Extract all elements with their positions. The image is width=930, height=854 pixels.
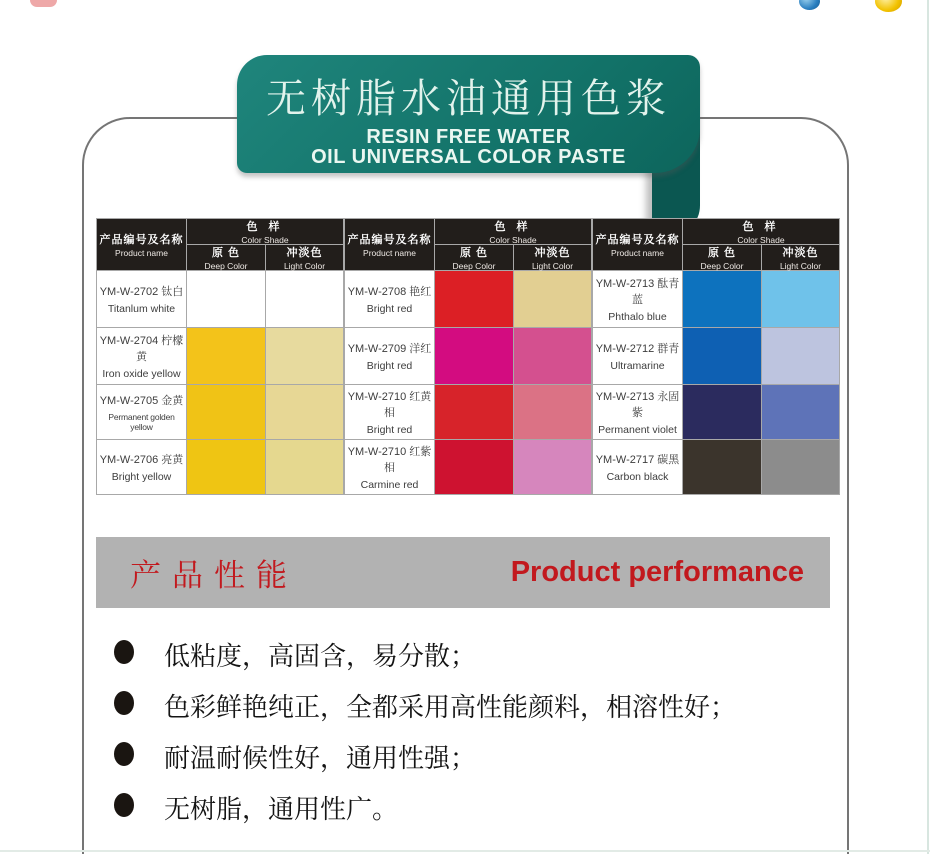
product-name-header-cn: 产品编号及名称 (99, 234, 184, 246)
deep-color-swatch (187, 271, 265, 327)
deep-color-swatch (187, 440, 265, 494)
yellow-droplet-icon (875, 0, 902, 12)
light-color-swatch (762, 271, 839, 327)
performance-bullet-list (110, 636, 820, 840)
light-color-swatch (514, 328, 591, 384)
product-code: YM-W-2717 碳黑 (595, 454, 680, 466)
product-name: Phthalo blue (608, 311, 667, 323)
product-code: YM-W-2712 群青 (595, 343, 680, 355)
product-name: Permanent golden yellow (108, 412, 175, 432)
deep-color-header (683, 245, 761, 270)
product-name: Titanlum white (107, 303, 176, 315)
light-color-header-en: Light Color (531, 261, 574, 271)
page-title-en (311, 127, 626, 168)
product-code: YM-W-2710 红黄相 (347, 391, 432, 419)
product-performance-bar (96, 537, 830, 608)
bullet-item (110, 687, 820, 738)
light-color-swatch (266, 328, 343, 384)
product-code: YM-W-2710 红紫相 (347, 446, 432, 474)
deep-color-header-en: Deep Color (452, 261, 496, 271)
title-banner (237, 55, 700, 173)
performance-title-en: Product performance (510, 556, 804, 588)
light-color-header-en: Light Color (779, 261, 822, 271)
deep-color-header (435, 245, 513, 270)
product-name-header-en: Product name (611, 248, 664, 258)
light-color-header (266, 245, 343, 270)
deep-color-swatch (187, 385, 265, 439)
bullet-item (110, 738, 820, 789)
product-name: Bright red (366, 303, 413, 315)
color-shade-table (96, 218, 840, 495)
table-group-red (344, 218, 592, 495)
bullet-text: 耐温耐候性好，通用性强； (164, 744, 477, 774)
product-name-header-en: Product name (363, 248, 416, 258)
table-group-yellow (96, 218, 344, 495)
light-color-swatch (514, 440, 591, 494)
bullet-dot-icon (114, 691, 134, 715)
deep-color-header-en: Deep Color (700, 261, 744, 271)
bullet-text: 低粘度，高固含，易分散； (164, 642, 477, 672)
product-code: YM-W-2708 艳红 (347, 286, 432, 298)
product-name: Carmine red (360, 479, 419, 491)
product-name: Permanent violet (598, 424, 677, 436)
product-name: Bright red (366, 360, 413, 372)
product-cell (97, 385, 186, 439)
red-mark-decoration (30, 0, 57, 7)
deep-color-header (187, 245, 265, 270)
product-name: Iron oxide yellow (102, 368, 181, 380)
light-color-swatch (266, 271, 343, 327)
product-cell (593, 440, 682, 494)
light-color-swatch (762, 328, 839, 384)
product-name: Carbon black (606, 471, 669, 483)
product-cell (593, 328, 682, 384)
product-cell (345, 440, 434, 494)
light-color-swatch (514, 271, 591, 327)
deep-color-header-cn: 原 色 (459, 247, 489, 259)
page-title-en-line2: OIL UNIVERSAL COLOR PASTE (311, 146, 626, 169)
deep-color-swatch (187, 328, 265, 384)
product-code: YM-W-2713 酞青蓝 (595, 278, 680, 306)
deep-color-swatch (435, 440, 513, 494)
bullet-item (110, 789, 820, 840)
color-shade-header (187, 219, 343, 244)
light-color-header (514, 245, 591, 270)
color-shade-header-en: Color Shade (489, 235, 537, 245)
product-name-header (593, 219, 682, 270)
product-name-header-cn: 产品编号及名称 (347, 234, 432, 246)
product-name-header (97, 219, 186, 270)
deep-color-header-cn: 原 色 (707, 247, 737, 259)
product-name-header (345, 219, 434, 270)
color-shade-header (683, 219, 839, 244)
color-shade-header-en: Color Shade (737, 235, 785, 245)
light-color-swatch (762, 440, 839, 494)
light-color-swatch (266, 385, 343, 439)
light-color-header-cn: 冲淡色 (534, 247, 571, 259)
product-cell (97, 328, 186, 384)
deep-color-swatch (683, 328, 761, 384)
light-color-header-en: Light Color (283, 261, 326, 271)
product-name: Bright yellow (111, 471, 172, 483)
deep-color-swatch (683, 385, 761, 439)
product-code: YM-W-2704 柠檬黄 (99, 335, 184, 363)
page-title-en-line1: RESIN FREE WATER (366, 126, 571, 148)
page-title-cn: 无树脂水油通用色浆 (266, 76, 671, 122)
bullet-dot-icon (114, 793, 134, 817)
product-code: YM-W-2702 钛白 (99, 286, 184, 298)
product-cell (345, 271, 434, 327)
deep-color-swatch (435, 328, 513, 384)
product-code: YM-W-2705 金黄 (99, 395, 184, 407)
deep-color-swatch (683, 271, 761, 327)
product-cell (593, 271, 682, 327)
color-shade-header-en: Color Shade (241, 235, 289, 245)
product-cell (97, 440, 186, 494)
page-right-edge (927, 0, 929, 854)
page-bottom-edge (0, 850, 930, 852)
bullet-dot-icon (114, 742, 134, 766)
color-shade-header-cn: 色 样 (494, 221, 532, 233)
product-code: YM-W-2706 亮黄 (99, 454, 184, 466)
bullet-item (110, 636, 820, 687)
deep-color-header-en: Deep Color (204, 261, 248, 271)
deep-color-header-cn: 原 色 (211, 247, 241, 259)
performance-title-cn: 产品性能 (130, 558, 298, 594)
deep-color-swatch (435, 385, 513, 439)
blue-droplet-icon (799, 0, 820, 10)
bullet-dot-icon (114, 640, 134, 664)
light-color-swatch (266, 440, 343, 494)
deep-color-swatch (683, 440, 761, 494)
product-cell (345, 385, 434, 439)
bullet-text: 无树脂，通用性广。 (164, 795, 399, 825)
product-cell (97, 271, 186, 327)
color-shade-header (435, 219, 591, 244)
light-color-swatch (514, 385, 591, 439)
light-color-header-cn: 冲淡色 (782, 247, 819, 259)
light-color-header (762, 245, 839, 270)
product-name: Ultramarine (610, 360, 665, 372)
product-code: YM-W-2713 永固紫 (595, 391, 680, 419)
product-name-header-en: Product name (115, 248, 168, 258)
table-group-blue (592, 218, 840, 495)
bullet-text: 色彩鲜艳纯正，全都采用高性能颜料，相溶性好； (164, 693, 737, 723)
product-cell (593, 385, 682, 439)
product-name-header-cn: 产品编号及名称 (595, 234, 680, 246)
product-name: Bright red (366, 424, 413, 436)
color-shade-header-cn: 色 样 (742, 221, 780, 233)
product-code: YM-W-2709 洋红 (347, 343, 432, 355)
product-cell (345, 328, 434, 384)
deep-color-swatch (435, 271, 513, 327)
color-shade-header-cn: 色 样 (246, 221, 284, 233)
light-color-swatch (762, 385, 839, 439)
light-color-header-cn: 冲淡色 (286, 247, 323, 259)
